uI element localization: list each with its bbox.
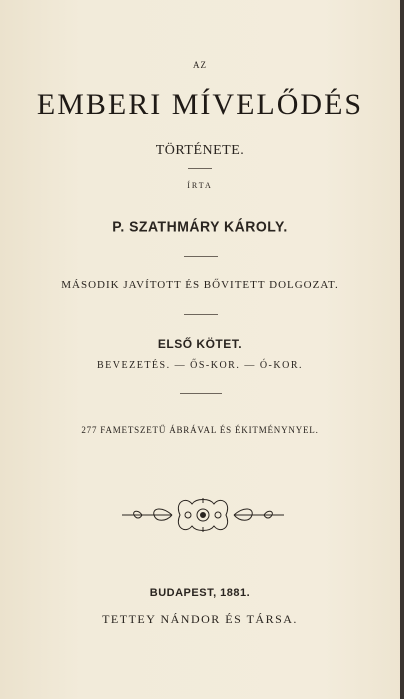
volume-contents: BEVEZETÉS. — ŐS-KOR. — Ó-KOR. — [97, 360, 303, 371]
divider-rule — [184, 314, 218, 315]
publisher-name: TETTEY NÁNDOR ÉS TÁRSA. — [102, 612, 298, 626]
divider-rule — [188, 168, 212, 169]
edition-statement: MÁSODIK JAVÍTOTT ÉS BŐVITETT DOLGOZAT. — [61, 279, 339, 291]
divider-rule — [184, 256, 218, 257]
book-subtitle: TÖRTÉNETE. — [155, 143, 245, 158]
volume-label: ELSŐ KÖTET. — [157, 337, 243, 351]
publication-place-year: BUDAPEST, 1881. — [149, 587, 251, 599]
author-name: P. SZATHMÁRY KÁROLY. — [112, 217, 288, 235]
illustrations-note: 277 FAMETSZETŰ ÁBRÁVAL ÉS ÉKITMÉNYNYEL. — [81, 425, 319, 435]
byline: ÍRTA — [187, 181, 213, 190]
book-title: EMBERI MÍVELŐDÉS — [36, 88, 364, 121]
title-prefix: AZ — [193, 60, 207, 70]
ornament-icon — [122, 494, 284, 536]
divider-rule — [180, 393, 222, 394]
